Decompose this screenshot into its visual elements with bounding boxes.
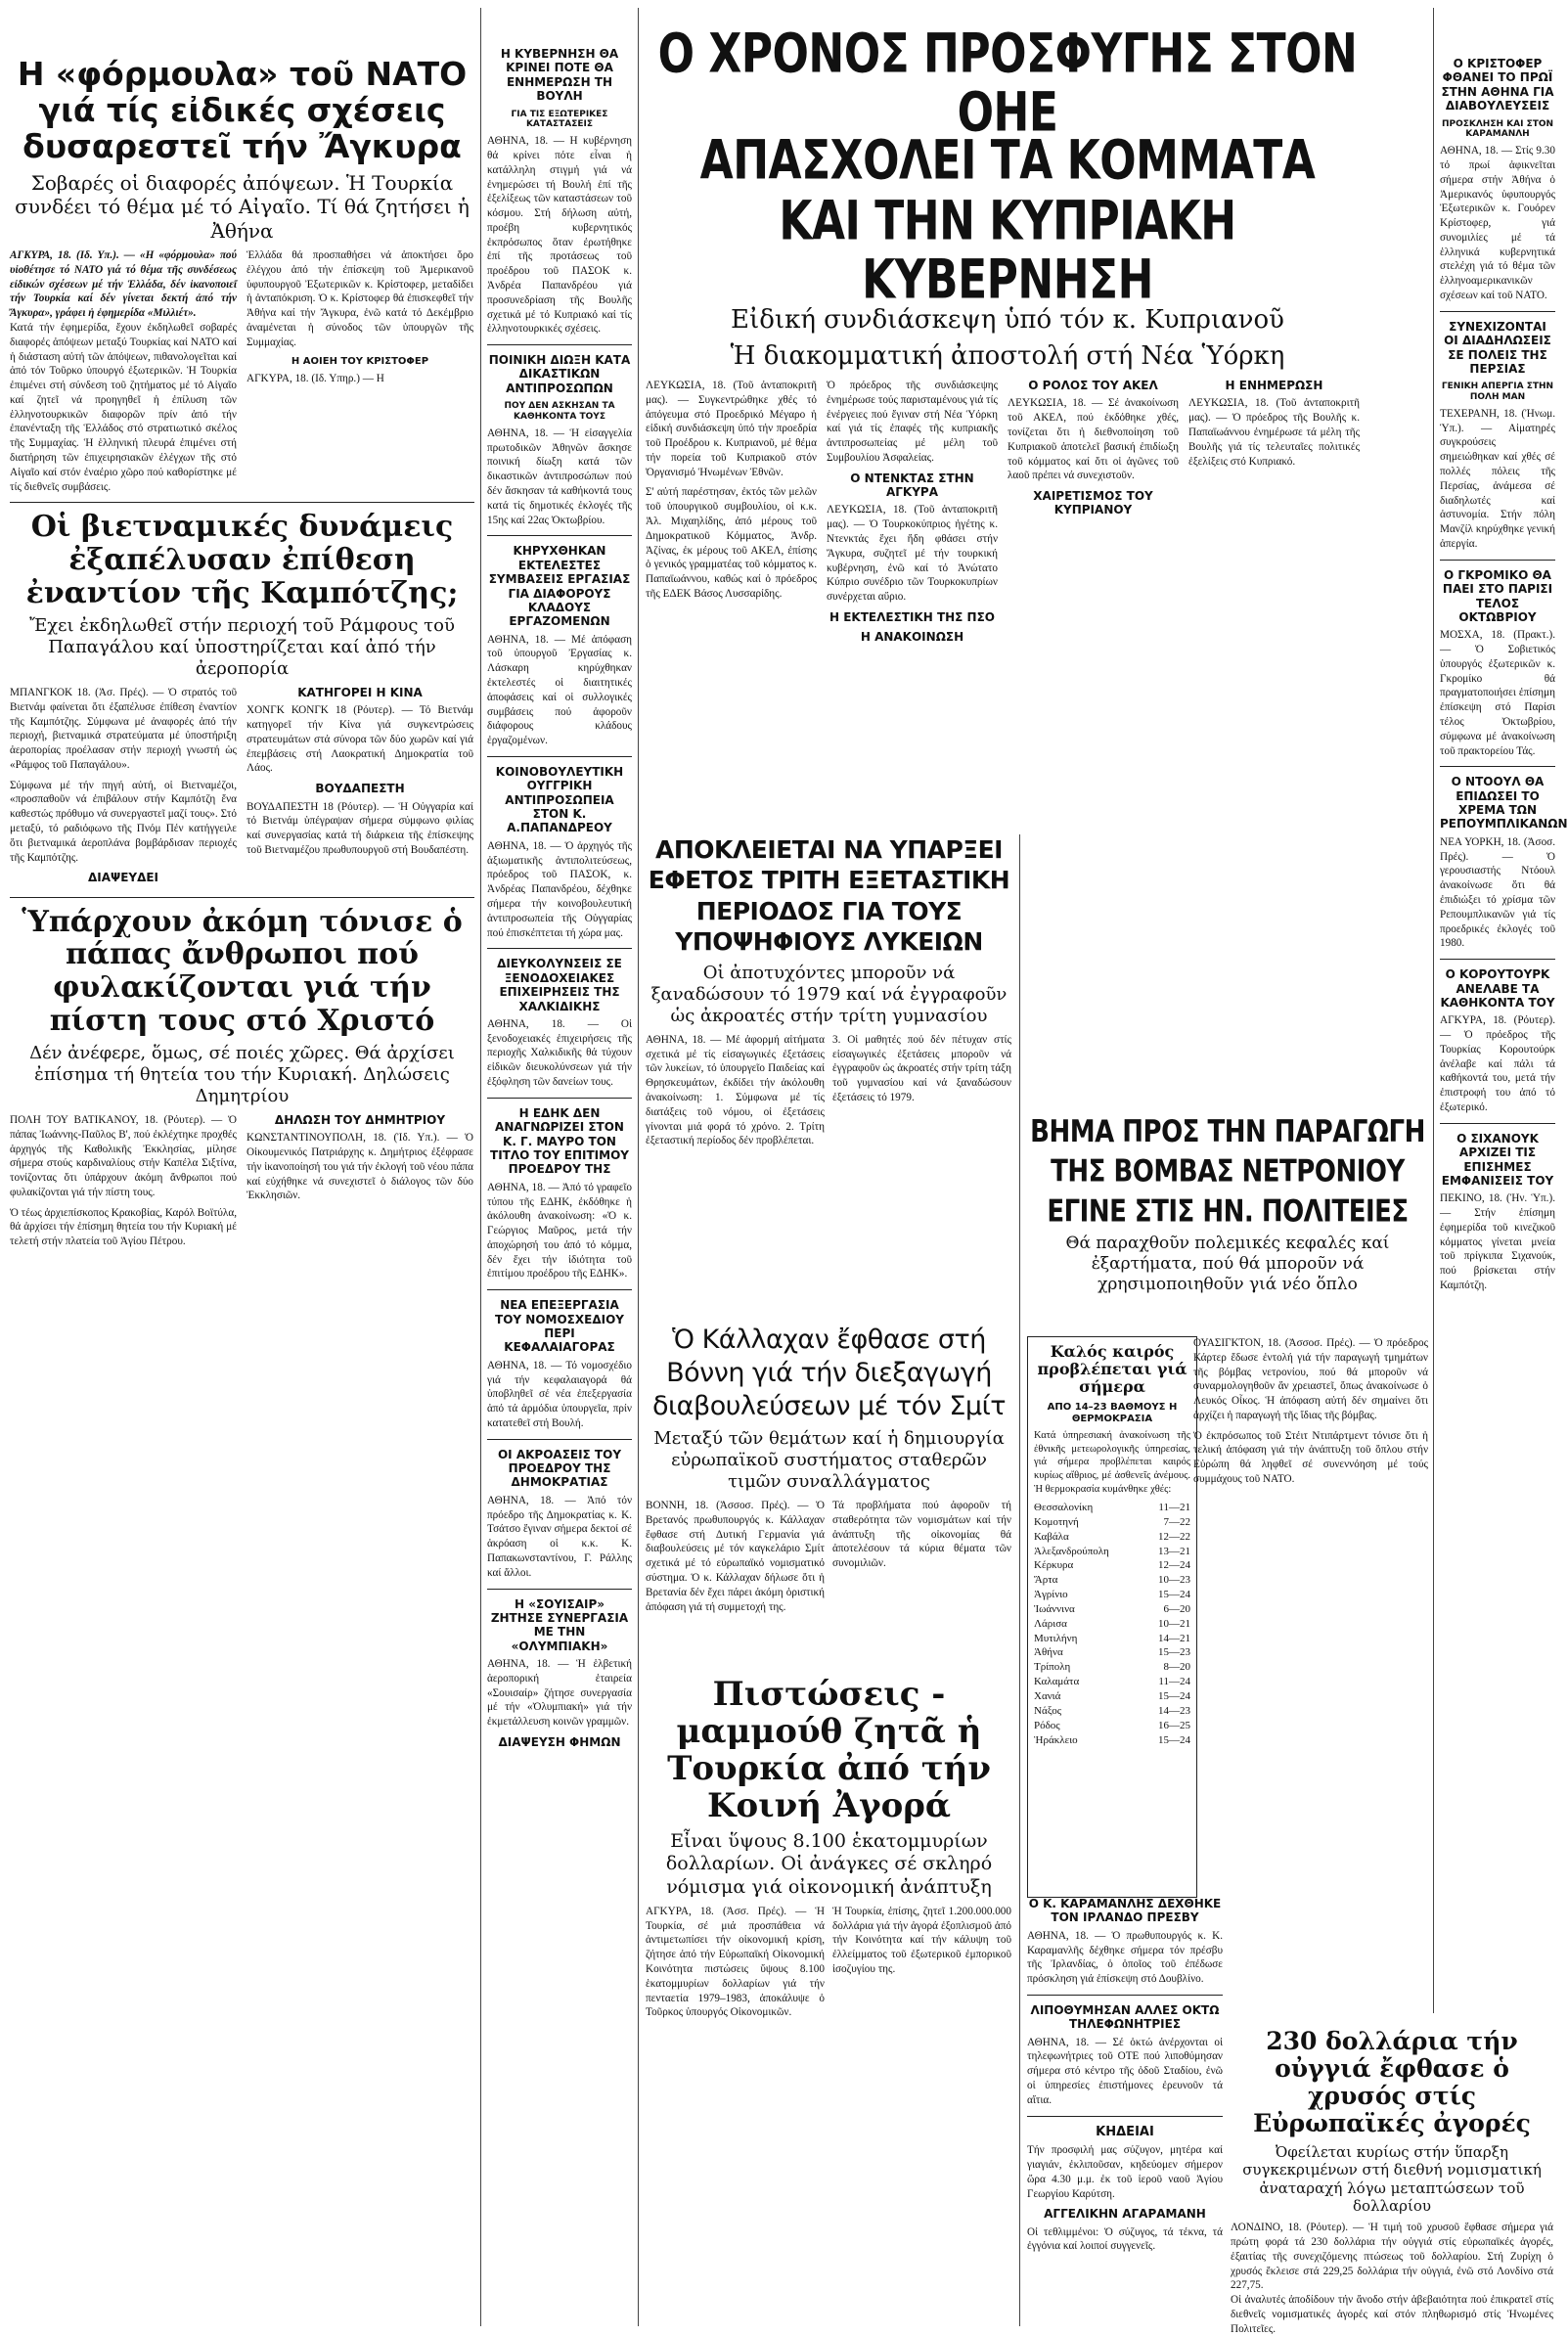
dole-body: ΝΕΑ ΥΟΡΚΗ, 18. (Ἀσοσ. Πρές). — Ὁ γερουσιαστής Ντόουλ ἀνακοίνωσε ὅτι θά ἐπιδιώξει τό χρίσμα τῶν Ρεπουμπλικανῶν γιά τίς προεδρικές ἐκλογές τοῦ 1980. [1440,835,1555,950]
main-headline-1: Ο ΧΡΟΝΟΣ ΠΡΟΣΦΥΓΗΣ ΣΤΟΝ ΟΗΕ [657,22,1358,144]
nato-body: Κατά τήν ἐφημερίδα, ἔχουν ἐκδηλωθεῖ σοβαρές διαφορές ἀπόψεων μεταξύ Τουρκίας καί ΝΑΤΟ καί ἡ διάσταση αὐτή τῶν ἀπόψεων, πιθανολογεῖται καί ἀπό τόν Τοῦρκο ὑπουργό ἐξωτερικῶν. Ἡ Τουρκία ἐπιμένει στή σύνδεση τοῦ ζητήματος μέ τό Αἰγαῖο καί ζητεῖ νά προηγηθεῖ ἡ ἐπίλυση τῶν ἑλληνοτουρκικῶν διαφορῶν πρίν ἀπό τήν ἐπανένταξη τῆς Ἑλλάδος στό στρατιωτικό σκέλος τῆς Συμμαχίας. Ἡ ἑλληνική πλευρά ἐπιμένει στή διατήρηση τῶν ἐπιχειρησιακῶν ἐλέγχων τῆς στό Αἰγαῖο καί στόν ἐναέριο χῶρο πού καθορίστηκε μέ τίς διεθνεῖς συμβάσεις. [10,321,237,493]
weather-box [1027,1336,1197,1898]
main-body-enimerosi: ΛΕΥΚΩΣΙΑ, 18. (Τοῦ ἀνταποκριτῆ μας). — Ὁ πρόεδρος τῆς Βουλῆς κ. Παπαϊωάννου ἐνημέρωσε τά μέλη τῆς Βουλῆς γιά τίς τελευταῖες πολιτικές ἐξελίξεις στό Κυπριακό. [1188,397,1360,468]
audiences-body: ΑΘΗΝΑ, 18. — Ἀπό τόν πρόεδρο τῆς Δημοκρατίας κ. Κ. Τσάτσο ἔγιναν σήμερα δεκτοί σέ ἀκρόαση οἱ κ.κ. Κ. Παπακωνσταντίνου, Γ. Ράλλης καί ἄλλοι. [487,1494,632,1579]
weather-temp: 14—21 [1158,1632,1190,1644]
divider [1440,959,1555,960]
nato-article [10,57,474,494]
main-sub-rolos: Ο ΡΟΛΟΣ ΤΟΥ ΑΚΕΛ [1028,379,1158,393]
gold-body-2: Οἱ ἀναλυτές ἀποδίδουν τήν ἄνοδο στήν ἀβεβαιότητα πού ἐπικρατεῖ στίς διεθνεῖς νομισματικές ἀγορές καί στόν πληθωρισμό στίς Ἡνωμένες Πολιτεῖες. [1231,2294,1553,2335]
gold-deck: Ὀφείλεται κυρίως στήν ὕπαρξη συγκεκριμένων στή διεθνή νομισματική ἀναταραχή λόγω μεταπτώσεων τοῦ δολλαρίου [1242,2143,1542,2215]
weather-temp: 10—21 [1158,1617,1190,1630]
weather-temp: 12—24 [1158,1559,1190,1572]
weather-city: Κέρκυρα [1034,1559,1074,1572]
karamanlis-body: ΑΘΗΝΑ, 18. — Ὁ πρωθυπουργός κ. Κ. Καραμανλῆς δέχθηκε σήμερα τόν πρέσβυ τῆς Ἰρλανδίας, ὁ ὁποῖος τοῦ ἐπέδωσε πρόσκληση γιά ἐπίσκεψη στό Δουβλίνο. [1027,1929,1223,1986]
turkey-article [646,1676,1012,2321]
weather-temp: 10—23 [1158,1574,1190,1587]
vietnam-body-3: ΧΟΝΓΚ ΚΟΝΓΚ 18 (Ρόυτερ). — Τό Βιετνάμ κατηγορεῖ τήν Κίνα γιά συγκεντρώσεις στρατευμάτων στά σύνορα τῶν δύο χωρῶν καί γιά ἐπεμβάσεις στή Λαοκρατική Δημοκρατία τοῦ Λάος. [246,704,473,775]
weather-temp: 11—21 [1158,1502,1190,1514]
persia-kicker: ΣΥΝΕΧΙΖΟΝΤΑΙ ΟΙ ΔΙΑΔΗΛΩΣΕΙΣ ΣΕ ΠΟΛΕΙΣ ΤΗΣ ΠΕΡΣΙΑΣ [1444,319,1551,376]
right-column [1440,8,1568,2013]
lyceum-article [646,834,1012,1304]
hungary-kicker: ΚΟΙΝΟΒΟΥΛΕΥΤΙΚΗ ΟΥΓΓΡΙΚΗ ΑΝΤΙΠΡΟΣΩΠΕΙΑ ΣΤΟΝ Κ. Α.ΠΑΠΑΝΔΡΕΟΥ [495,764,624,835]
weather-row [1034,1645,1190,1660]
vietnam-sub-voudapesti: ΒΟΥΔΑΠΕΣΤΗ [315,782,405,796]
koruturk-body: ΑΓΚΥΡΑ, 18. (Ρόυτερ). — Ὁ πρόεδρος τῆς Τουρκίας Κορουτούρκ ἀνέλαβε καί πάλι τά καθήκοντά του, μετά τήν ἐπιστροφή του ἀπό τό ἐξωτερικό. [1440,1014,1555,1113]
weather-city: Κομοτηνή [1034,1515,1079,1528]
weather-body: Κατά ὑπηρεσιακή ἀνακοίνωση τῆς ἐθνικῆς μετεωρολογικῆς ὑπηρεσίας, γιά σήμερα προβλέπεται καιρός κυρίως αἴθριος, μέ ἀσθενεῖς ἀνέμους. Ἡ θερμοκρασία κυμάνθηκε χθές: [1034,1429,1190,1496]
main-sub-xairetismos: ΧΑΙΡΕΤΙΣΜΟΣ ΤΟΥ ΚΥΠΡΙΑΝΟΥ [1033,489,1153,517]
nato-deck: Σοβαρές οἱ διαφορές ἀπόψεων. Ἡ Τουρκία συνδέει τό θέμα μέ τό Αἰγαῖο. Τί θά ζητήσει ἡ Ἀθήνα [15,170,470,243]
divider [1027,1995,1223,1996]
labor-kicker: ΚΗΡΥΧΘΗΚΑΝ ΕΚΤΕΛΕΣΤΕΣ ΣΥΜΒΑΣΕΙΣ ΕΡΓΑΣΙΑΣ ΓΙΑ ΔΙΑΦΟΡΟΥΣ ΚΛΑΔΟΥΣ ΕΡΓΑΖΟΜΕΝΩΝ [488,544,631,629]
weather-temp: 7—22 [1163,1515,1190,1528]
weather-city: Ἡράκλειο [1034,1733,1078,1746]
gromyko-body: ΜΟΣΧΑ, 18. (Πρακτ.). — Ὁ Σοβιετικός ὑπουργός ἐξωτερικῶν κ. Γκρομίκο θά πραγματοποιήσει ἐπίσημη ἐπίσκεψη στό Παρίσι τέλος Ὀκτωβρίου, σύμφωνα μέ ἀνακοίνωση τοῦ πρακτορείου Τάς. [1440,629,1555,757]
divider [487,1439,632,1440]
divider [1440,560,1555,561]
left-column [10,8,474,2326]
weather-row [1034,1704,1190,1719]
callaghan-headline: Ὁ Κάλλαχαν ἔφθασε στή Βόννη γιά τήν διεξαγωγή διαβουλεύσεων μέ τόν Σμίτ [652,1325,1006,1421]
weather-city: Ἀλεξανδρούπολη [1034,1545,1109,1557]
weather-row [1034,1573,1190,1588]
weather-city: Καλαμάτα [1034,1676,1080,1688]
weather-temp: 13—21 [1158,1545,1190,1557]
weather-row [1034,1501,1190,1515]
weather-temp: 8—20 [1163,1661,1190,1674]
rumors-sub: ΔΙΑΨΕΥΣΗ ΦΗΜΩΝ [498,1735,621,1750]
nato-dateline: ΑΓΚΥΡΑ, 18. (Ιδ. Υπ.). — «Η «φόρμουλα» πού υἱοθέτησε τό ΝΑΤΟ γιά τό θέμα τῆς συνδέσεως εἰδικών σχέσεων μέ τήν Ἑλλάδα, δέν ἱκανοποιεῖ τήν Τουρκία καί δέν γίνεται δεκτή ἀπό τήν Ἄγκυρα», γράφει ἡ ἐφημερίδα «Μιλλιέτ». [10,249,237,320]
column-rule [638,8,639,2326]
main-sub-announce: Η ΑΝΑΚΟΙΝΩΣΗ [860,630,964,645]
lyceum-body: ΑΘΗΝΑ, 18. — Μέ ἀφορμή αἰτήματα σχετικά μέ τίς εἰσαγωγικές ἐξετάσεις τῶν λυκείων, τό ὑπουργεῖο Παιδείας καί Θρησκευμάτων, ἐκδίδει τήν ἀκόλουθη ἀνακοίνωση: 1. Σύμφωνα μέ τίς διατάξεις τοῦ νόμου, οἱ ἐξετάσεις γίνονται μιά φορά τό χρόνο. 2. Τρίτη ἐξεταστική περίοδος δέν προβλέπεται. [646,1033,825,1147]
nato-byline-text: ΑΓΚΥΡΑ, 18. (Ιδ. Υπηρ.) — Η [246,372,384,384]
pope-article [10,906,474,1249]
turkey-deck: Εἶναι ὕψους 8.100 ἑκατομμυρίων δολλαρίων. Οἱ ἀνάγκες σέ σκληρό νόμισμα γιά οἰκονομική ἀνάπτυξη [665,1830,993,1898]
gold-article [1231,2027,1553,2335]
weather-row [1034,1632,1190,1646]
vietnam-sub-diapsevdei: ΔΙΑΨΕΥΔΕΙ [87,871,159,885]
weather-row [1034,1558,1190,1573]
turkey-body-2: Ἡ Τουρκία, ἐπίσης, ζητεῖ 1.200.000.000 δολλάρια γιά τήν ἀγορά ἐξοπλισμοῦ ἀπό τήν Κοινότητα καί τήν κάλυψη τοῦ ἐλλείμματος τοῦ ἐξωτερικοῦ ἐμπορικοῦ ἰσοζυγίου της. [832,1905,1011,1975]
weather-city: Νάξος [1034,1704,1062,1717]
main-body-b: Σ' αὐτή παρέστησαν, ἐκτός τῶν μελῶν τοῦ ὑπουργικοῦ συμβουλίου, οἱ κ.κ. Ἀλ. Μιχαηλίδης, ἀπό μέρους τοῦ Δημοκρατικοῦ Κόμματος, Ἀνδρ. Ἀζίνας, ἐκ μέρους τοῦ ΑΚΕΛ, ἐπίσης ὁ γενικός γραμματέας τοῦ κόμματος κ. Παπαϊωάννου, καθώς καί ὁ πρόεδρος τῆς ΕΔΕΚ Βάσος Λυσσαρίδης. [646,486,817,600]
edik-kicker: Η ΕΔΗΚ ΔΕΝ ΑΝΑΓΝΩΡΙΖΕΙ ΣΤΟΝ Κ. Γ. ΜΑΥΡΟ ΤΟΝ ΤΙΤΛΟ ΤΟΥ ΕΠΙΤΙΜΟΥ ΠΡΟΕΔΡΟΥ ΤΗΣ [490,1105,629,1177]
main-deck-2: Ἡ διακομματική ἀποστολή στή Νέα Ὑόρκη [730,341,1285,372]
neutron-body-2: Ὁ ἐκπρόσωπος τοῦ Στέιτ Ντιπάρτμεντ τόνισε ὅτι ἡ τελική ἀπόφαση γιά τήν ἀνάπτυξη τοῦ ὅπλου στήν Εὐρώπη θά ληφθεῖ σέ συνεννόηση μέ τούς συμμάχους τοῦ ΝΑΤΟ. [1193,1429,1428,1486]
pope-body: ΠΟΛΗ ΤΟΥ ΒΑΤΙΚΑΝΟΥ, 18. (Ρόυτερ). — Ὁ πάπας Ἰωάννης-Παῦλος Β', πού ἐκλέχτηκε προχθές ἀρχηγός τῆς Καθολικῆς Ἐκκλησίας, μίλησε σήμερα στούς καρδιναλίους στήν Καπέλα Σιξτίνα, τονίζοντας ὅτι ὑπάρχουν ἀκόμη ἄνθρωποι πού φυλακίζονται γιά τήν πίστη τους. [10,1113,237,1198]
funerals-name: ΑΓΓΕΛΙΚΗΝ ΑΓΑΡΑΜΑΝΗ [1044,2207,1206,2222]
nato-body-2: Ἑλλάδα θά προσπαθήσει νά ἀποκτήσει ὅρο ἐλέγχου ἀπό τήν ἐπίσκεψη τοῦ Ἀμερικανοῦ ὑφυπουργοῦ Ἐξωτερικῶν κ. Κρίστοφερ, μεταδίδει ἡ ἀνταπόκριση. Ὁ κ. Κρίστοφερ θά ἐπισκεφθεῖ τήν Ἀθήνα καί τήν Ἄγκυρα, ἐνῶ κατά τό Δεκέμβριο ἀναμένεται ἡ σύνοδος τῶν ὑπουργῶν τῆς Συμμαχίας. [246,249,473,348]
gold-body: ΛΟΝΔΙΝΟ, 18. (Ρόυτερ). — Ἡ τιμή τοῦ χρυσοῦ ἔφθασε σήμερα γιά πρώτη φορά τά 230 δολλάρια τήν οὐγγιά στίς εὐρωπαϊκές ἀγορές, ἐξαιτίας τῆς συνεχιζόμενης πτώσεως τοῦ δολλαρίου. Στή Ζυρίχη ὁ χρυσός ἔκλεισε στά 229,25 δολλάρια τήν οὐγγιά, ἐνῶ στό Λονδίνο στά 227,75. [1231,2222,1553,2292]
weather-city: Ἀθήνα [1034,1646,1063,1659]
divider [487,344,632,345]
weather-city: Ἄρτα [1034,1574,1058,1587]
sihanouk-kicker: Ο ΣΙΧΑΝΟΥΚ ΑΡΧΙΖΕΙ ΤΙΣ ΕΠΙΣΗΜΕΣ ΕΜΦΑΝΙΣΕΙΣ ΤΟΥ [1441,1131,1554,1188]
hotels-kicker: ΔΙΕΥΚΟΛΥΝΣΕΙΣ ΣΕ ΞΕΝΟΔΟΧΕΙΑΚΕΣ ΕΠΙΧΕΙΡΗΣΕΙΣ ΤΗΣ ΧΑΛΚΙΔΙΚΗΣ [497,957,622,1013]
dole-kicker: Ο ΝΤΟΟΥΛ ΘΑ ΕΠΙΔΩΣΕΙ ΤΟ ΧΡΕΜΑ ΤΩΝ ΡΕΠΟΥΜΠΛΙΚΑΝΩΝ [1440,775,1568,831]
main-body-ankara: ΛΕΥΚΩΣΙΑ, 18. (Τοῦ ἀνταποκριτῆ μας). — Ὁ Τουρκοκύπριος ἡγέτης κ. Ντενκτάς ἔχει ἤδη φθάσει στήν Ἄγκυρα, συζητεῖ μέ τήν τουρκική κυβέρνηση, ἐνῶ καί τό Ἀνώτατο Κύπριο συνέδριο τῶν Τουρκοκυπρίων συνέρχεται αὔριο. [827,504,998,604]
neutron-article [1027,1113,1428,1328]
parliament-sub: ΓΙΑ ΤΙΣ ΕΞΩΤΕΡΙΚΕΣ ΚΑΤΑΣΤΑΣΕΙΣ [511,109,608,130]
prosecution-sub: ΠΟΥ ΔΕΝ ΑΣΚΗΣΑΝ ΤΑ ΚΑΘΗΚΟΝΤΑ ΤΟΥΣ [504,401,615,423]
callaghan-article [646,1324,1012,1656]
weather-row [1034,1530,1190,1545]
weather-city: Θεσσαλονίκη [1034,1502,1094,1514]
koruturk-kicker: Ο ΚΟΡΟΥΤΟΥΡΚ ΑΝΕΛΑΒΕ ΤΑ ΚΑΘΗΚΟΝΤΑ ΤΟΥ [1440,967,1555,1010]
weather-row [1034,1602,1190,1617]
col2 [487,8,632,2326]
lyceum-headline: ΑΠΟΚΛΕΙΕΤΑΙ ΝΑ ΥΠΑΡΞΕΙ ΕΦΕΤΟΣ ΤΡΙΤΗ ΕΞΕΤΑΣΤΙΚΗ ΠΕΡΙΟΔΟΣ ΓΙΑ ΤΟΥΣ ΥΠΟΨΗΦΙΟΥΣ ΛΥΚΕΙΩΝ [648,835,1010,956]
swissair-body: ΑΘΗΝΑ, 18. — Ἡ ἑλβετική ἀεροπορική ἑταιρεία «Σουισαίρ» ζήτησε συνεργασία μέ τήν «Ὀλυμπιακή» γιά τήν ἐκμετάλλευση κοινῶν γραμμῶν. [487,1658,632,1729]
divider [1440,311,1555,312]
main-body-rolos: ΛΕΥΚΩΣΙΑ, 18. — Σέ ἀνακοίνωση τοῦ ΑΚΕΛ, πού ἐκδόθηκε χθές, τονίζεται ὅτι ἡ διεθνοποίηση τοῦ Κυπριακοῦ ἀποτελεῖ βασική ἐπιδίωξη τοῦ κόμματος καί ὅτι οἱ ἀγῶνες τοῦ λαοῦ πρέπει νά συνεχιστοῦν. [1008,397,1179,482]
main-sub-ankara: Ο ΝΤΕΝΚΤΑΣ ΣΤΗΝ ΑΓΚΥΡΑ [850,471,974,500]
weather-city: Ἰωάννινα [1034,1602,1075,1615]
pope-headline: Ὑπάρχουν ἀκόμη τόνισε ὁ πάπας ἄνθρωποι πού φυλακίζονται γιά τήν πίστη τους στό Χριστό [22,904,463,1038]
weather-city: Ρόδος [1034,1719,1060,1731]
edik-body: ΑΘΗΝΑ, 18. — Ἀπό τό γραφεῖο τύπου τῆς ΕΔΗΚ, ἐκδόθηκε ἡ ἀκόλουθη ἀνακοίνωση: «Ὁ κ. Γεώργιος Μαῦρος, μετά τήν ἀποχώρησή του ἀπό τό κόμμα, δέν ἔχει τήν ἰδιότητα τοῦ ἐπιτίμου προέδρου τῆς ΕΔΗΚ». [487,1181,632,1280]
main-sub-pso: Η ΕΚΤΕΛΕΣΤΙΚΗ ΤΗΣ ΠΣΟ [829,609,995,624]
newspaper-page [10,8,1568,2335]
pope-body-2: Ὁ τέως ἀρχιεπίσκοπος Κρακοβίας, Καρόλ Βοϊτύλα, θά ἀρχίσει τήν ἐπίσημη θητεία του τήν Κυριακή μέ τελετή στήν πλατεία τοῦ Ἁγίου Πέτρου. [10,1206,237,1248]
prosecution-body: ΑΘΗΝΑ, 18. — Ἡ εἰσαγγελία πρωτοδικῶν Ἀθηνῶν ἄσκησε ποινική δίωξη κατά τῶν δικαστικῶν ἀντιπροσώπων πού δέν ἄσκησαν τά καθήκοντά τους κατά τίς δημοτικές ἐκλογές τῆς 15ης καί 22ας Ὀκτωβρίου. [487,427,632,526]
weather-temp: 11—24 [1158,1676,1190,1688]
divider [487,535,632,536]
divider [10,502,474,503]
funerals-title: ΚΗΔΕΙΑΙ [1096,2124,1154,2139]
parliament-kicker: Η ΚΥΒΕΡΝΗΣΗ ΘΑ ΚΡΙΝΕΙ ΠΟΤΕ ΘΑ ΕΝΗΜΕΡΩΣΗ ΤΗ ΒΟΥΛΗ [500,47,619,104]
divider [487,756,632,757]
weather-row [1034,1617,1190,1632]
funerals-body: Τήν προσφιλή μας σύζυγον, μητέρα καί γιαγιάν, ἐκλιποῦσαν, κηδεύομεν σήμερον ὥρα 4.30 μ.μ. ἐκ τοῦ ἱεροῦ ναοῦ Ἁγίου Γεωργίου Καρύτση. [1027,2144,1223,2200]
callaghan-body-2: Τά προβλήματα πού ἀφοροῦν τή σταθερότητα τῶν νομισμάτων καί τήν ἀνάπτυξη τῆς οἰκονομίας θά ἀποτελέσουν τά κύρια θέματα τῶν συνομιλιῶν. [832,1500,1011,1570]
weather-row [1034,1719,1190,1733]
capital-body: ΑΘΗΝΑ, 18. — Τό νομοσχέδιο γιά τήν κεφαλαιαγορά θά ὑποβληθεῖ σέ νέα ἐπεξεργασία ἀπό τά ἁρμόδια ὑπουργεῖα, πρίν κατατεθεῖ στή Βουλή. [487,1359,632,1429]
divider [10,897,474,898]
divider [1027,2116,1223,2117]
callaghan-body: ΒΟΝΝΗ, 18. (Ἀσσοσ. Πρές). — Ὁ Βρετανός πρωθυπουργός κ. Κάλλαχαν ἔφθασε στή Δυτική Γερμανία γιά διαβουλεύσεις μέ τόν καγκελάριο Σμίτ σχετικά μέ τό εὐρωπαϊκό νομισματικό σύστημα. Ὁ κ. Κάλλαχαν δήλωσε ὅτι ἡ Βρετανία δέν ἔχει πάρει ἀκόμη ὁριστική ἀπόφαση γιά τή συμμετοχή της. [646,1500,825,1613]
divider [1440,766,1555,767]
sihanouk-body: ΠΕΚΙΝΟ, 18. (Ἠν. Ὑπ.). — Στήν ἐπίσημη ἐφημερίδα τοῦ κινεζικοῦ κόμματος γίνεται μνεία τοῦ πρίγκιπα Σιχανούκ, πού βρίσκεται στήν Καμπότζη. [1440,1192,1555,1292]
main-headline-3: ΚΑΙ ΤΗΝ ΚΥΠΡΙΑΚΗ ΚΥΒΕΡΝΗΣΗ [779,190,1236,311]
swissair-kicker: Η «ΣΟΥΙΣΑΙΡ» ΖΗΤΗΣΕ ΣΥΝΕΡΓΑΣΙΑ ΜΕ ΤΗΝ «ΟΛΥΜΠΙΑΚΗ» [490,1596,629,1653]
divider [487,1098,632,1099]
weather-temp: 16—25 [1158,1719,1190,1731]
main-headline-2: ΑΠΑΣΧΟΛΕΙ ΤΑ ΚΟΜΜΑΤΑ [699,129,1316,193]
weather-temp: 15—24 [1158,1733,1190,1746]
column-rule [1019,834,1020,2326]
vietnam-body-4: ΒΟΥΔΑΠΕΣΤΗ 18 (Ρόυτερ). — Ἡ Οὐγγαρία καί τό Βιετνάμ ὑπέγραψαν σήμερα σύμφωνο φιλίας καί συνεργασίας κατά τή διάρκεια τῆς ἐπίσκεψης τοῦ Βιετναμέζου πρωθυπουργοῦ στή Βουδαπέστη. [246,800,473,856]
weather-table [1034,1501,1190,1747]
vietnam-headline: Οἱ βιετναμικές δυνάμεις ἐξαπέλυσαν ἐπίθεση ἐναντίον τῆς Καμπότζης; [25,510,459,610]
weather-city: Μυτιλήνη [1034,1632,1078,1644]
prosecution-kicker: ΠΟΙΝΙΚΗ ΔΙΩΞΗ ΚΑΤΑ ΔΙΚΑΣΤΙΚΩΝ ΑΝΤΙΠΡΟΣΩΠΩΝ [488,353,631,395]
weather-row [1034,1733,1190,1748]
weather-row [1034,1588,1190,1602]
christopher-sub: ΠΡΟΣΚΛΗΣΗ ΚΑΙ ΣΤΟΝ ΚΑΡΑΜΑΝΛΗ [1441,118,1554,140]
weather-city: Ἀγρίνιο [1034,1589,1068,1601]
persia-body: ΤΕΧΕΡΑΝΗ, 18. (Ἠνωμ. Ὑπ.). — Αἱματηρές συγκρούσεις σημειώθηκαν καί χθές σέ πολλές πόλεις τῆς Περσίας, ἀνάμεσα σέ διαδηλωτές καί ἀστυνομία. Στήν πόλη Μανζίλ κηρύχθηκε γενική ἀπεργία. [1440,407,1555,550]
divider [487,1289,632,1290]
weather-temp: 15—23 [1158,1646,1190,1659]
divider [1440,1123,1555,1124]
turkey-body: ΑΓΚΥΡΑ, 18. (Ἀσσ. Πρές). — Ἡ Τουρκία, σέ μιά προσπάθεια νά ἀντιμετωπίσει τήν οἰκονομική κρίση, ζήτησε ἀπό τήν Εὐρωπαϊκή Οἰκονομική Κοινότητα πιστώσεις ὕψους 8.100 ἑκατομμυρίων δολλαρίων γιά τήν πενταετία 1979–1983, ἀποκάλυψε ὁ Τοῦρκος ὑπουργός Οἰκονομικῶν. [646,1905,825,2019]
weather-city: Τρίπολη [1034,1661,1071,1674]
vietnam-body-2: Σύμφωνα μέ τήν πηγή αὐτή, οἱ Βιετναμέζοι, «προσπαθοῦν νά ἐπιβάλουν στήν Καμπότζη ἕνα καθεστώς πρόθυμο νά συνεργαστεῖ μαζί τους». Στό μεταξύ, τό ραδιόφωνο τῆς Πνόμ Πέν κατήγγειλε ὅτι βιετναμικά ἀεροπλάνα βομβάρδισαν περιοχές τῆς Καμπότζης. [10,779,237,864]
turkey-headline: Πιστώσεις - μαμμούθ ζητᾶ ἡ Τουρκία ἀπό τήν Κοινή Ἀγορά [667,1675,991,1826]
weather-row [1034,1689,1190,1704]
karamanlis-kicker: Ο Κ. ΚΑΡΑΜΑΝΛΗΣ ΔΕΧΘΗΚΕ ΤΟΝ ΙΡΛΑΝΔΟ ΠΡΕΣΒΥ [1028,1897,1222,1925]
vietnam-body: ΜΠΑΝΓΚΟΚ 18. (Ἀσ. Πρές). — Ὁ στρατός τοῦ Βιετνάμ φαίνεται ὅτι ἐξαπέλυσε ἐπίθεση ἐναντίον τῆς Καμπότζης. Σύμφωνα μέ ἀναφορές ἀπό τήν περιοχή, βιετναμικά στρατεύματα μέ ὑποστήριξη ἀεροπορίας προέλασαν στήν περιοχή γνωστή ὡς «Ράμφος τοῦ Παπαγάλου». [10,686,237,771]
hungary-body: ΑΘΗΝΑ, 18. — Ὁ ἀρχηγός τῆς ἀξιωματικῆς ἀντιπολιτεύσεως, πρόεδρος τοῦ ΠΑΣΟΚ, κ. Ἀνδρέας Παπανδρέου, δέχθηκε σήμερα τήν κοινοβουλευτική ἀντιπροσωπεία τῆς Οὐγγαρίας πού ἐπισκέπτεται τή χώρα μας. [487,839,632,939]
main-body-a: ΛΕΥΚΩΣΙΑ, 18. (Τοῦ ἀνταποκριτῆ μας). — Συγκεντρώθηκε χθές τό ἀπόγευμα στό Προεδρικό Μέγαρο ἡ εἰδική συνδιάσκεψη ὑπό τήν προεδρία τοῦ Προέδρου κ. Κυπριανοῦ, μέ θέμα τήν πορεία τοῦ Κυπριακοῦ στόν Ὀργανισμό Ἡνωμένων Ἐθνῶν. [646,380,817,478]
pope-sub: ΔΗΛΩΣΗ ΤΟΥ ΔΗΜΗΤΡΙΟΥ [274,1112,446,1127]
weather-temp: 12—22 [1158,1530,1190,1543]
lyceum-deck: Οἱ ἀποτυχόντες μποροῦν νά ξαναδώσουν τό 1979 καί νά ἐγγραφοῦν ὡς ἀκροατές στήν τρίτη γυμνασίου [650,963,1008,1026]
weather-city: Χανιά [1034,1689,1061,1702]
persia-sub: ΓΕΝΙΚΗ ΑΠΕΡΓΙΑ ΣΤΗΝ ΠΟΛΗ ΜΑΝ [1441,382,1554,403]
weather-temp: 15—24 [1158,1689,1190,1702]
weather-temp: 6—20 [1163,1602,1190,1615]
vietnam-sub-kina: ΚΑΤΗΓΟΡΕΙ Η ΚΙΝΑ [297,685,423,699]
neutron-body: ΟΥΑΣΙΓΚΤΟΝ, 18. (Ἀσσοσ. Πρές). — Ὁ πρόεδρος Κάρτερ ἔδωσε ἐντολή γιά τήν παραγωγή τμημάτων τῆς βόμβας νετρονίου, πού θά μποροῦν νά συναρμολογηθοῦν ἄν χρειαστεῖ, ὅπως ἀνακοίνωσε ὁ Λευκός Οἶκος. Ἡ ἀπόφαση αὐτή δέν σημαίνει ὅτι ἀρχίζει ἡ παραγωγή τῆς ἴδιας τῆς βόμβας. [1193,1337,1428,1421]
divider [487,948,632,949]
vietnam-article [10,511,474,888]
neutron-body-col [1193,1336,1428,1884]
main-body-c: Ὁ πρόεδρος τῆς συνδιάσκεψης ἐνημέρωσε τούς παρισταμένους γιά τίς ἐνέργειες πού ἔγιναν στή Νέα Ὑόρκη καί γιά τίς ἐπαφές τῆς κυπριακῆς ἀντιπροσωπείας μέ μέλη τοῦ Συμβουλίου Ἀσφαλείας. [827,380,998,464]
column-rule [1433,8,1434,2013]
gromyko-kicker: Ο ΓΚΡΟΜΙΚΟ ΘΑ ΠΑΕΙ ΣΤΟ ΠΑΡΙΣΙ ΤΕΛΟΣ ΟΚΤΩΒΡΙΟΥ [1442,567,1553,624]
divider [487,1589,632,1590]
parliament-body: ΑΘΗΝΑ, 18. — Η κυβέρνηση θά κρίνει πότε εἶναι ἡ κατάλληλη στιγμή γιά νά ἐνημερώσει τή Βουλή ἐπί τῆς ἐξελίξεως τῶν καταστάσεων τοῦ κόσμου. Στή δήλωση αὐτή, προέβη κυβερνητικός ἐκπρόσωπος ὅταν ἐρωτήθηκε ἐπί τῆς προτάσεως τοῦ προέδρου τοῦ ΠΑΣΟΚ κ. Ἀνδρέα Παπανδρέου γιά προσυνεδρίαση τῆς Βουλῆς σχετικά μέ τό Κυπριακό καί τίς ἑλληνοτουρκικές σχέσεις. [487,135,632,336]
nato-headline: Η «φόρμουλα» τοῦ ΝΑΤΟ γιά τίς εἰδικές σχέσεις δυσαρεστεῖ τήν Ἄγκυρα [17,55,468,165]
main-deck-1: Εἰδική συνδιάσκεψη ὑπό τόν κ. Κυπριανοῦ [731,304,1284,335]
nato-byline: Η ΑΟΙΕΗ ΤΟΥ ΚΡΙΣΤΟΦΕΡ [291,355,429,367]
weather-city: Καβάλα [1034,1530,1069,1543]
pope-body-3: ΚΩΝΣΤΑΝΤΙΝΟΥΠΟΛΗ, 18. (Ἰδ. Υπ.). — Ὁ Οἰκουμενικός Πατριάρχης κ. Δημήτριος ἐξέφρασε τήν ἱκανοποίησή του γιά τήν ἐκλογή τοῦ νέου πάπα καί εὐχήθηκε νά συνεχιστεῖ ὁ διάλογος τῶν δύο Ἐκκλησιῶν. [246,1132,473,1202]
weather-temp: 14—23 [1158,1704,1190,1717]
gold-headline: 230 δολλάρια τήν οὐγγιά ἔφθασε ὁ χρυσός στίς Εὐρωπαϊκές ἀγορές [1253,2027,1531,2137]
hotels-body: ΑΘΗΝΑ, 18. — Οἱ ξενοδοχειακές ἐπιχειρήσεις τῆς περιοχῆς Χαλκιδικῆς θά τύχουν εἰδικῶν διευκολύνσεων γιά τήν ἐξόφληση τῶν δανείων τους. [487,1017,632,1089]
labor-body: ΑΘΗΝΑ, 18. — Μέ ἀπόφαση τοῦ ὑπουργοῦ Ἐργασίας κ. Λάσκαρη κηρύχθηκαν ἐκτελεστές οἱ διαιτητικές ἀποφάσεις καί οἱ συλλογικές συμβάσεις πού ἀφοροῦν διάφορους κλάδους ἐργαζομένων. [487,633,632,747]
funerals-body-2: Οἱ τεθλιμμένοι: Ὁ σύζυγος, τά τέκνα, τά ἐγγόνια καί λοιποί συγγενεῖς. [1027,2225,1223,2253]
weather-row [1034,1515,1190,1530]
vietnam-deck: Ἔχει ἐκδηλωθεῖ στήν περιοχή τοῦ Ράμφους τοῦ Παπαγάλου καί ὑποστηρίζεται καί ἀπό τήν ἀεροπορία [29,615,455,679]
weather-city: Λάρισα [1034,1617,1067,1630]
audiences-kicker: ΟΙ ΑΚΡΟΑΣΕΙΣ ΤΟΥ ΠΡΟΕΔΡΟΥ ΤΗΣ ΔΗΜΟΚΡΑΤΙΑΣ [497,1447,622,1490]
small-items [1027,1891,1223,2321]
weather-temp: 15—24 [1158,1589,1190,1601]
weather-row [1034,1660,1190,1675]
callaghan-deck: Μεταξύ τῶν θεμάτων καί ἡ δημιουργία εὐρωπαϊκοῦ συστήματος σταθερῶν τιμῶν συναλλάγματος [653,1428,1005,1493]
main-sub-enimerosi: Η ΕΝΗΜΕΡΩΣΗ [1225,379,1323,393]
christopher-body: ΑΘΗΝΑ, 18. — Στίς 9.30 τό πρωί ἀφικνεῖται σήμερα στήν Ἀθήνα ὁ Ἀμερικανός ὑφυπουργός Ἐξωτερικῶν κ. Γουόρεν Κρίστοφερ, γιά συνομιλίες μέ τά ἑλληνικά κυβερνητικά στελέχη γιά τό θέμα τῶν ἑλληνοαμερικανικῶν σχέσεων καί τοῦ ΝΑΤΟ. [1440,145,1555,301]
lyceum-body-2: 3. Οἱ μαθητές πού δέν πέτυχαν στίς εἰσαγωγικές ἐξετάσεις μποροῦν νά ἐγγραφοῦν ὡς ἀκροατές στήν τρίτη τάξη τοῦ γυμνασίου καί νά ξαναδώσουν ἐξετάσεις τό 1979. [832,1033,1011,1103]
column-rule [480,8,481,2326]
weather-row [1034,1545,1190,1559]
neutron-headline: ΒΗΜΑ ΠΡΟΣ ΤΗΝ ΠΑΡΑΓΩΓΗ ΤΗΣ ΒΟΜΒΑΣ ΝΕΤΡΟΝΙΟΥ ΕΓΙΝΕ ΣΤΙΣ ΗΝ. ΠΟΛΙΤΕΙΕΣ [1030,1114,1425,1230]
phones-body: ΑΘΗΝΑ, 18. — Σέ ὀκτώ ἀνέρχονται οἱ τηλεφωνήτριες τοῦ ΟΤΕ πού λιποθύμησαν σήμερα στό κέντρο τῆς ὁδοῦ Σταδίου, ἐνῶ οἱ ὑπηρεσίες ἐπιστήμονες ἐρευνοῦν τά αἴτια. [1027,2036,1223,2106]
capital-kicker: ΝΕΑ ΕΠΕΞΕΡΓΑΣΙΑ ΤΟΥ ΝΟΜΟΣΧΕΔΙΟΥ ΠΕΡΙ ΚΕΦΑΛΑΙΑΓΟΡΑΣ [495,1298,624,1355]
main-story [646,8,1369,820]
weather-title: Καλός καιρός προβλέπεται γιά σήμερα [1037,1342,1187,1396]
neutron-deck: Θά παραχθοῦν πολεμικές κεφαλές καί ἐξαρτήματα, πού θά μποροῦν νά χρησιμοποιηθοῦν γιά νέο ὅπλο [1065,1234,1390,1294]
weather-sub: ΑΠΟ 14–23 ΒΑΘΜΟΥΣ Η ΘΕΡΜΟΚΡΑΣΙΑ [1047,1401,1178,1424]
weather-row [1034,1675,1190,1689]
christopher-kicker: Ο ΚΡΙΣΤΟΦΕΡ ΦΘΑΝΕΙ ΤΟ ΠΡΩΪ ΣΤΗΝ ΑΘΗΝΑ ΓΙΑ ΔΙΑΒΟΥΛΕΥΣΕΙΣ [1441,57,1554,113]
pope-deck: Δέν ἀνέφερε, ὅμως, σέ ποιές χῶρες. Θά ἀρχίσει ἐπίσημα τή θητεία του τήν Κυριακή. Δηλώσεις Δημητρίου [29,1043,455,1106]
phones-kicker: ΛΙΠΟΘΥΜΗΣΑΝ ΑΛΛΕΣ ΟΚΤΩ ΤΗΛΕΦΩΝΗΤΡΙΕΣ [1030,2002,1220,2032]
